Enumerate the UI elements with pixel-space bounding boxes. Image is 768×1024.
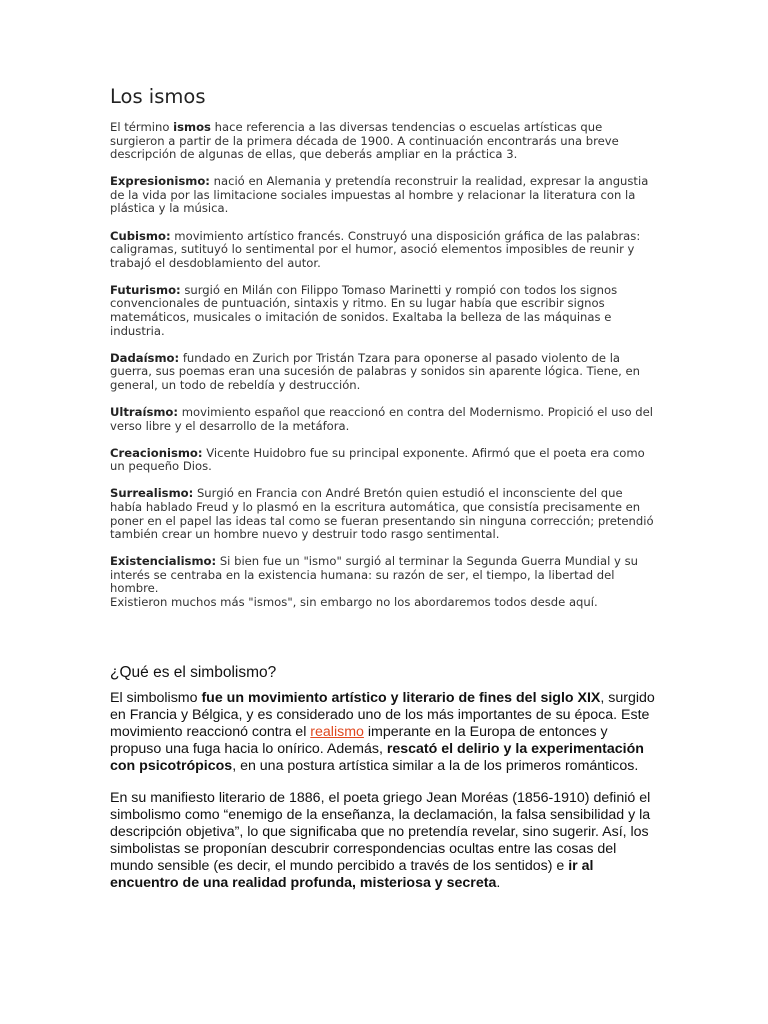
ism-term: Expresionismo:	[110, 174, 210, 189]
page-title: Los ismos	[110, 85, 206, 108]
body-bold: fue un movimiento artístico y literario de fines del siglo XIX	[201, 690, 601, 706]
ism-paragraph-futurismo	[110, 284, 658, 338]
ism-text: Surgió en Francia con André Bretón quien estudió el inconsciente del que había hablado Freud y lo plasmó en la escritura automática, que consistía precisamente en poner en el papel las ideas tal como se fueran presentando sin ninguna corrección; pretendió también crear un hombre nuevo y destruir todo rasgo sentimental.	[110, 486, 654, 542]
symbolism-paragraph-2	[110, 790, 658, 892]
symbolism-section	[110, 663, 658, 907]
ism-text: movimiento español que reaccionó en contra del Modernismo. Propició el uso del verso libre y el desarrollo de la metáfora.	[110, 405, 654, 433]
ism-term: Creacionismo:	[110, 445, 203, 460]
ism-text: Vicente Huidobro fue su principal exponente. Afirmó que el poeta era como un pequeño Dios.	[110, 445, 645, 474]
intro-text: El término	[110, 120, 174, 134]
ism-paragraph-ultraismo	[110, 406, 658, 433]
body-text: , en una postura artística similar a la de los primeros románticos.	[232, 758, 639, 774]
body-bold: ir al encuentro de una realidad profunda, misteriosa y secreta	[110, 858, 594, 891]
ism-paragraph-expresionismo	[110, 175, 658, 216]
body-text: El simbolismo	[110, 690, 202, 706]
ism-paragraph-surrealismo	[110, 487, 658, 541]
ism-term: Cubismo:	[110, 228, 171, 243]
ism-text: movimiento artístico francés. Construyó una disposición gráfica de las palabras: caligramas, sutituyó lo sentimental por el humor, asoció elementos imposibles de reunir y trabajó el desdoblamiento del autor.	[110, 228, 641, 270]
body-text: , surgido en Francia y Bélgica, y es considerado uno de los más importantes de su época. Este movimiento reaccionó contra el	[110, 690, 655, 740]
section-heading: ¿Qué es el simbolismo?	[110, 664, 277, 681]
isms-section	[110, 84, 658, 610]
ism-paragraph-dadaismo	[110, 352, 658, 393]
intro-paragraph	[110, 121, 658, 162]
ism-text: nació en Alemania y pretendía reconstruir la realidad, expresar la angustia de la vida por las limitacione sociales impuestas al hombre y relacionar la literatura con la plástica y la música.	[110, 174, 649, 216]
ism-text: fundado en Zurich por Tristán Tzara para oponerse al pasado violento de la guerra, sus poemas eran una sucesión de palabras y sonidos sin aparente lógica. Tiene, en general, un todo de rebeldía y destrucción.	[110, 350, 641, 392]
ism-paragraph-existencialismo	[110, 555, 658, 609]
closing-text: Existieron muchos más "ismos", sin embargo no los abordaremos todos desde aquí.	[110, 595, 598, 610]
ism-paragraph-cubismo	[110, 230, 658, 271]
ism-term: Surrealismo:	[110, 486, 194, 501]
body-text: imperante en la Europa de entonces y propuso una fuga hacia lo onírico. Además,	[110, 724, 608, 757]
body-text: En su manifiesto literario de 1886, el poeta griego Jean Moréas (1856-1910) definió el simbolismo como “enemigo de la enseñanza, la declamación, la falsa sensibilidad y la descripción objetiva”, lo que significaba que no pretendía revelar, sino sugerir. Así, los simbolistas se proponían descubrir correspondencias ocultas entre las cosas del mundo sensible (es decir, el mundo percibido a través de los sentidos) e	[110, 790, 651, 874]
ism-term: Dadaísmo:	[110, 350, 180, 365]
ism-term: Futurismo:	[110, 282, 181, 297]
intro-text: hace referencia a las diversas tendencias o escuelas artísticas que surgieron a partir de la primera década de 1900. A continuación encontrarás una breve descripción de algunas de ellas, que deberás ampliar en la práctica 3.	[110, 120, 619, 162]
intro-bold: ismos	[173, 120, 211, 134]
body-bold: rescató el delirio y la experimentación con psicotrópicos	[110, 741, 644, 774]
body-text: .	[496, 875, 501, 891]
ism-text: surgió en Milán con Filippo Tomaso Marinetti y rompió con todos los signos convencionales de puntuación, sintaxis y ritmo. En su lugar había que escribir signos matemáticos, musicales o imitación de sonidos. Exaltaba la belleza de las máquinas e industria.	[110, 282, 618, 338]
ism-text: Si bien fue un "ismo" surgió al terminar la Segunda Guerra Mundial y su interés se centraba en la existencia humana: su razón de ser, el tiempo, la libertad del hombre.	[110, 554, 638, 596]
ism-term: Existencialismo:	[110, 554, 217, 569]
symbolism-paragraph-1	[110, 690, 658, 775]
ism-paragraph-creacionismo	[110, 447, 658, 474]
ism-term: Ultraísmo:	[110, 405, 179, 419]
realismo-link[interactable]: realismo	[310, 724, 364, 740]
